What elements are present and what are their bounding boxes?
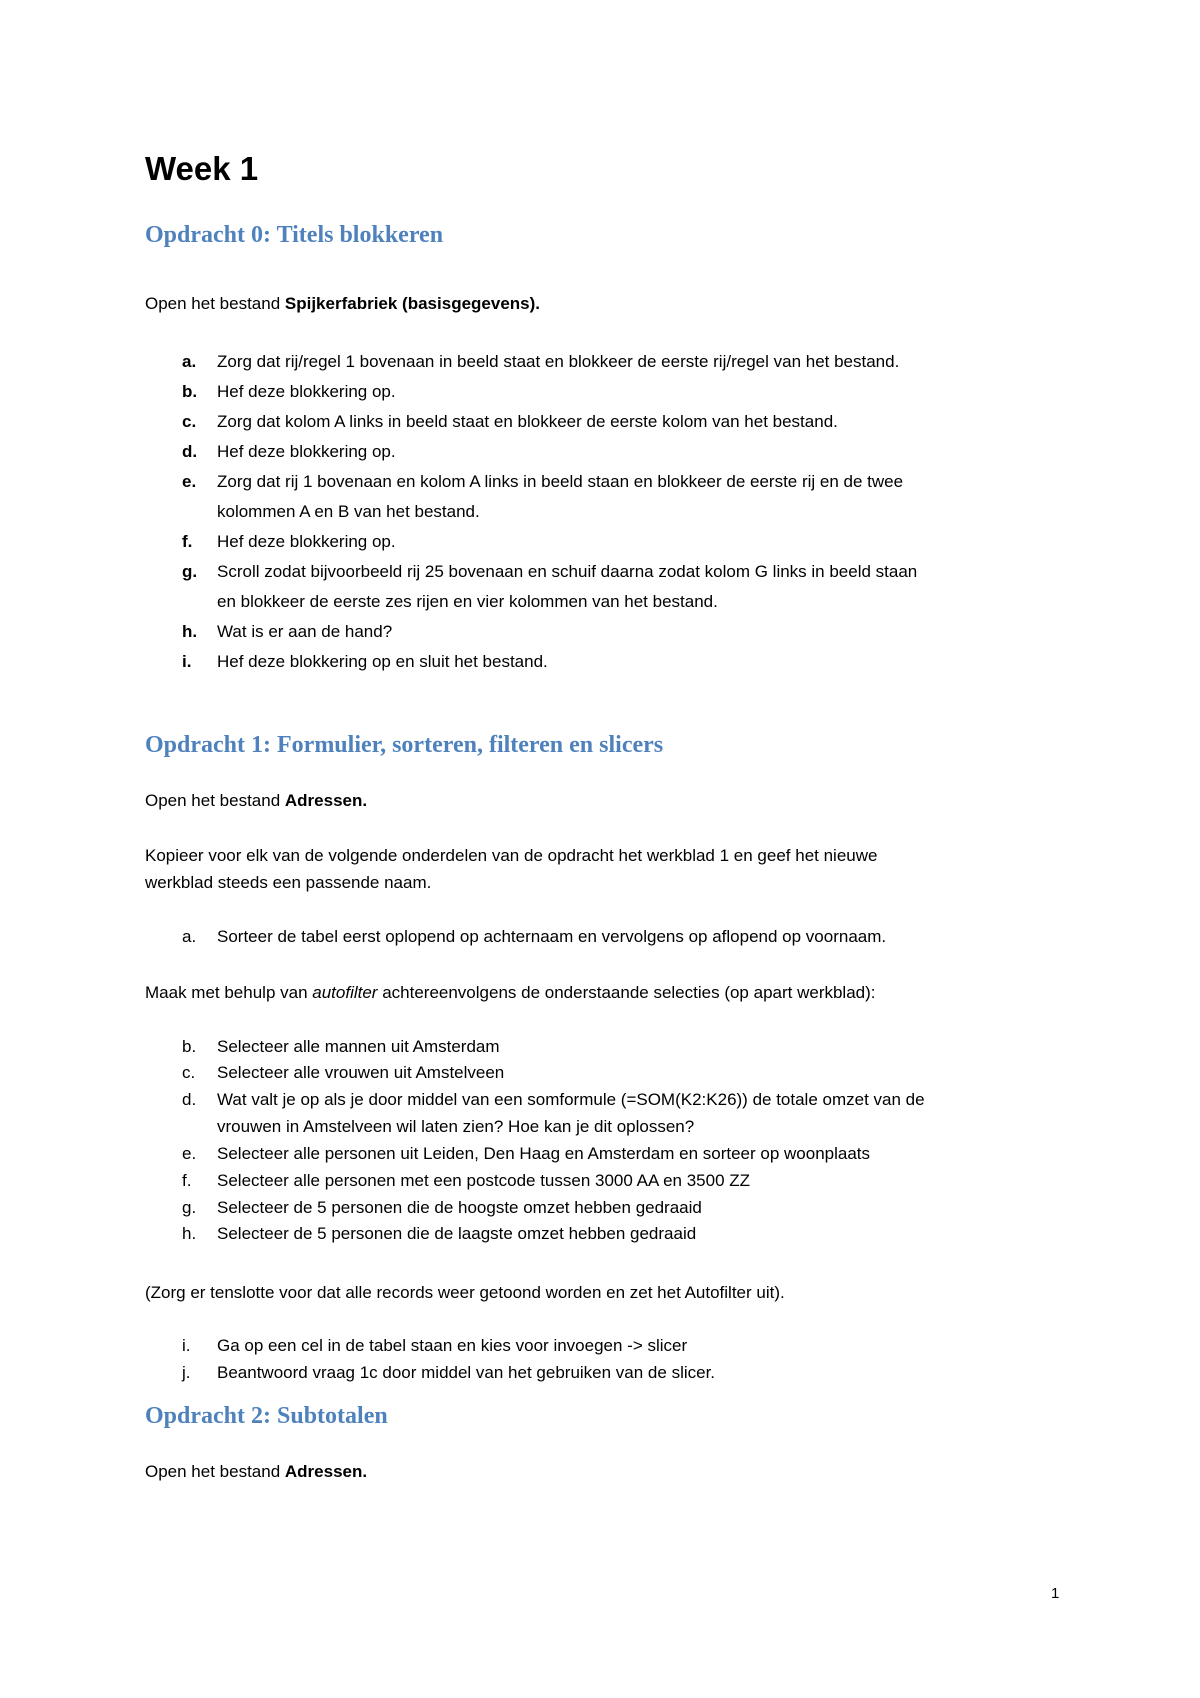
list-marker: i. <box>182 1336 191 1355</box>
list-marker: g. <box>182 1198 197 1217</box>
list-marker: g. <box>182 562 198 581</box>
list-marker: f. <box>182 1171 192 1190</box>
list-marker: a. <box>182 927 197 946</box>
section-2-heading: Opdracht 2: Subtotalen <box>145 1403 388 1429</box>
page-title: Week 1 <box>145 150 259 187</box>
section-2-intro <box>145 1461 367 1483</box>
list-marker: d. <box>182 442 198 461</box>
list-marker: h. <box>182 622 198 641</box>
list-item-text: kolommen A en B van het bestand. <box>217 502 480 521</box>
intro-text: Open het bestand <box>145 1462 285 1481</box>
para-text: Maak met behulp van <box>145 983 313 1002</box>
page-number: 1 <box>1051 1585 1060 1602</box>
list-marker: d. <box>182 1090 197 1109</box>
list-marker: b. <box>182 382 198 401</box>
list-item-text: Zorg dat rij 1 bovenaan en kolom A links in beeld staan en blokkeer de eerste rij en de twee <box>217 472 904 491</box>
list-item-text: Hef deze blokkering op en sluit het bestand. <box>217 652 548 671</box>
intro-text: Open het bestand <box>145 791 285 810</box>
section-1-paragraph-2 <box>145 982 876 1004</box>
list-item-text: Ga op een cel in de tabel staan en kies voor invoegen -> slicer <box>217 1336 688 1355</box>
para-text: achtereenvolgens de onderstaande selecties (op apart werkblad): <box>377 983 876 1002</box>
list-marker: b. <box>182 1037 197 1056</box>
list-item-text: vrouwen in Amstelveen wil laten zien? Hoe kan je dit oplossen? <box>217 1117 695 1136</box>
section-1-heading: Opdracht 1: Formulier, sorteren, filteren en slicers <box>145 732 664 758</box>
section-1-paragraph-3: (Zorg er tenslotte voor dat alle records weer getoond worden en zet het Autofilter uit). <box>145 1283 785 1302</box>
list-item-text: Wat is er aan de hand? <box>217 622 393 641</box>
section-1-paragraph-1-line-1: Kopieer voor elk van de volgende onderdelen van de opdracht het werkblad 1 en geef het nieuwe <box>145 846 878 865</box>
list-marker: e. <box>182 1144 197 1163</box>
list-item-text: Selecteer alle personen met een postcode tussen 3000 AA en 3500 ZZ <box>217 1171 751 1190</box>
list-item-text: Selecteer de 5 personen die de laagste omzet hebben gedraaid <box>217 1224 697 1243</box>
list-item-text: en blokkeer de eerste zes rijen en vier kolommen van het bestand. <box>217 592 718 611</box>
section-1-intro <box>145 790 367 812</box>
para-italic: autofilter <box>312 983 378 1002</box>
file-name: Adressen. <box>284 1462 368 1481</box>
list-item-text: Selecteer alle mannen uit Amsterdam <box>217 1037 500 1056</box>
list-item-text: Zorg dat kolom A links in beeld staat en blokkeer de eerste kolom van het bestand. <box>217 412 838 431</box>
list-item-text: Beantwoord vraag 1c door middel van het gebruiken van de slicer. <box>217 1363 716 1382</box>
section-0-intro <box>145 293 540 315</box>
list-item-text: Hef deze blokkering op. <box>217 442 396 461</box>
file-name: Spijkerfabriek (basisgegevens). <box>284 294 540 313</box>
list-marker: h. <box>182 1224 197 1243</box>
list-marker: a. <box>182 352 197 371</box>
list-item-text: Scroll zodat bijvoorbeeld rij 25 bovenaan en schuif daarna zodat kolom G links in beeld staan <box>217 562 918 581</box>
section-0-heading: Opdracht 0: Titels blokkeren <box>145 222 444 248</box>
list-marker: e. <box>182 472 197 491</box>
list-marker: c. <box>182 1063 196 1082</box>
list-marker: i. <box>182 652 192 671</box>
list-item-text: Selecteer de 5 personen die de hoogste omzet hebben gedraaid <box>217 1198 702 1217</box>
list-marker: f. <box>182 532 193 551</box>
list-item-text: Hef deze blokkering op. <box>217 382 396 401</box>
list-marker: c. <box>182 412 197 431</box>
list-marker: j. <box>182 1363 191 1382</box>
list-item-text: Hef deze blokkering op. <box>217 532 396 551</box>
list-item-text: Sorteer de tabel eerst oplopend op achternaam en vervolgens op aflopend op voornaam. <box>217 927 887 946</box>
intro-text: Open het bestand <box>145 294 285 313</box>
list-item-text: Selecteer alle vrouwen uit Amstelveen <box>217 1063 505 1082</box>
list-item-text: Zorg dat rij/regel 1 bovenaan in beeld staat en blokkeer de eerste rij/regel van het bestand. <box>217 352 900 371</box>
section-1-paragraph-1-line-2: werkblad steeds een passende naam. <box>145 873 432 892</box>
file-name: Adressen. <box>284 791 368 810</box>
list-item-text: Wat valt je op als je door middel van een somformule (=SOM(K2:K26)) de totale omzet van de <box>217 1090 925 1109</box>
list-item-text: Selecteer alle personen uit Leiden, Den Haag en Amsterdam en sorteer op woonplaats <box>217 1144 871 1163</box>
